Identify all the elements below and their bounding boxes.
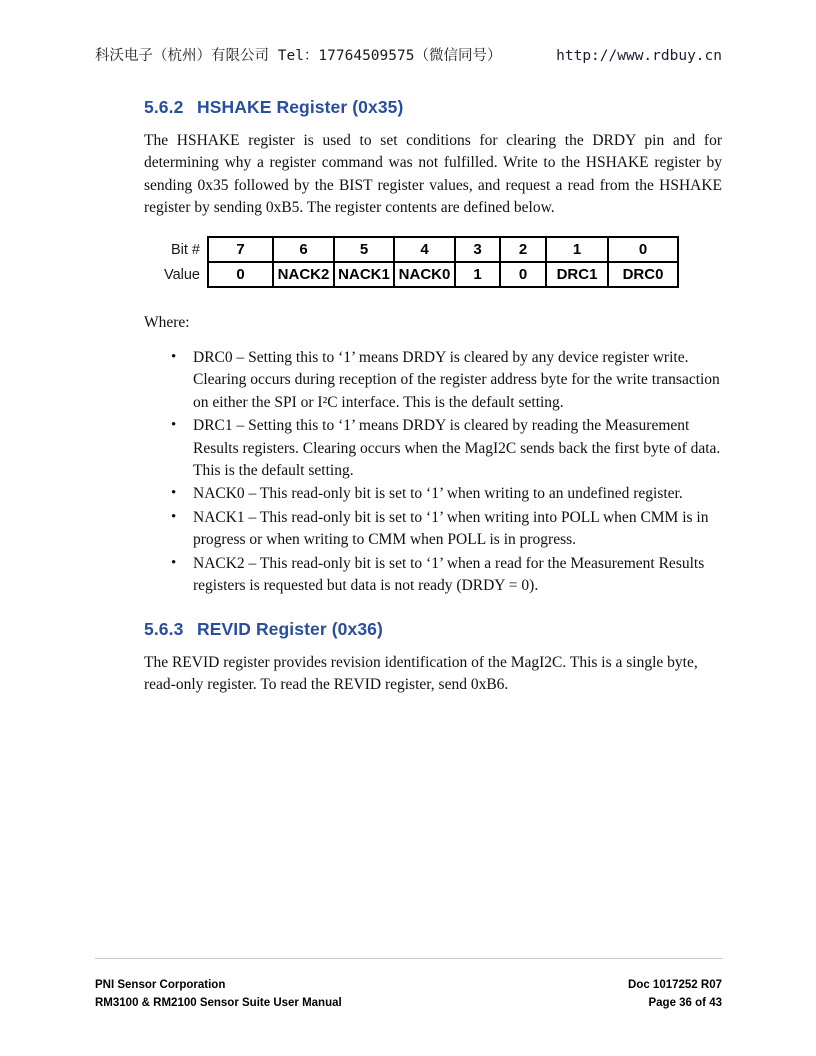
- value-cell: DRC0: [608, 262, 678, 287]
- bit-cell: 0: [608, 237, 678, 262]
- section-title: HSHAKE Register (0x35): [197, 97, 404, 117]
- revid-paragraph: The REVID register provides revision identification of the MagI2C. This is a single byte, read-only register. To read the REVID register, send 0xB6.: [144, 654, 698, 694]
- value-cell: DRC1: [546, 262, 608, 287]
- section-number: 5.6.2: [144, 97, 184, 117]
- footer-doc-number: Doc 1017252 R07: [628, 979, 722, 991]
- register-table: [146, 236, 679, 288]
- row-label-value: Value: [163, 266, 200, 283]
- bullet-list: [144, 347, 726, 598]
- bullet-item-nack2: • NACK2 – This read-only bit is set to ‘1’ when a read for the Measurement Results registers is requested but data is not ready (DRDY = 0).: [144, 553, 726, 598]
- footer-manual-title: RM3100 & RM2100 Sensor Suite User Manual: [95, 997, 342, 1009]
- table-row-values: [146, 262, 678, 287]
- row-label-bit: Bit #: [170, 241, 200, 258]
- footer-divider: [95, 958, 723, 959]
- value-cell: NACK2: [273, 262, 334, 287]
- bit-cell: 3: [455, 237, 500, 262]
- section-title: REVID Register (0x36): [197, 619, 383, 639]
- bit-cell: 4: [394, 237, 455, 262]
- bullet-item-drc1: • DRC1 – Setting this to ‘1’ means DRDY is cleared by reading the Measurement Results registers. Clearing occurs when the MagI2C sends back the first byte of data. This is the default setting.: [144, 415, 726, 482]
- bit-cell: 1: [546, 237, 608, 262]
- bit-cell: 7: [208, 237, 273, 262]
- section-number: 5.6.3: [144, 619, 184, 639]
- bit-cell: 5: [334, 237, 394, 262]
- value-cell: NACK1: [334, 262, 394, 287]
- footer-company: PNI Sensor Corporation: [95, 979, 226, 991]
- value-cell: 0: [208, 262, 273, 287]
- bit-cell: 2: [500, 237, 546, 262]
- header-url-link[interactable]: http://www.rdbuy.cn: [556, 48, 722, 64]
- bit-cell: 6: [273, 237, 334, 262]
- bullet-item-drc0: • DRC0 – Setting this to ‘1’ means DRDY is cleared by any device register write. Clearing occurs during reception of the register address byte for the write transaction on either the SPI or I²C interface. This is the default setting.: [144, 347, 726, 414]
- footer-left: [95, 976, 342, 1012]
- footer-right: [628, 976, 722, 1012]
- page-footer: [95, 976, 722, 1012]
- section-heading-hshake: [144, 97, 403, 118]
- section-heading-revid: [144, 619, 383, 640]
- bullet-item-nack1: • NACK1 – This read-only bit is set to ‘1’ when writing into POLL when CMM is in progress or when writing to CMM when POLL is in progress.: [144, 507, 726, 552]
- value-cell: 1: [455, 262, 500, 287]
- value-cell: NACK0: [394, 262, 455, 287]
- page-header: [95, 44, 722, 65]
- hshake-intro-paragraph: The HSHAKE register is used to set conditions for clearing the DRDY pin and for determining why a register command was not fulfilled. Write to the HSHAKE register by sending 0x35 followed by the BIST register values, and request a read from the HSHAKE register by sending 0xB5. The register contents are defined below.: [144, 132, 722, 217]
- where-label: Where:: [144, 314, 190, 331]
- header-company-text: 科沃电子（杭州）有限公司 Tel：17764509575（微信同号）: [95, 48, 502, 64]
- bullet-item-nack0: • NACK0 – This read-only bit is set to ‘1’ when writing to an undefined register.: [144, 483, 726, 505]
- footer-page-number: Page 36 of 43: [648, 997, 722, 1009]
- table-row-bits: [146, 237, 678, 262]
- value-cell: 0: [500, 262, 546, 287]
